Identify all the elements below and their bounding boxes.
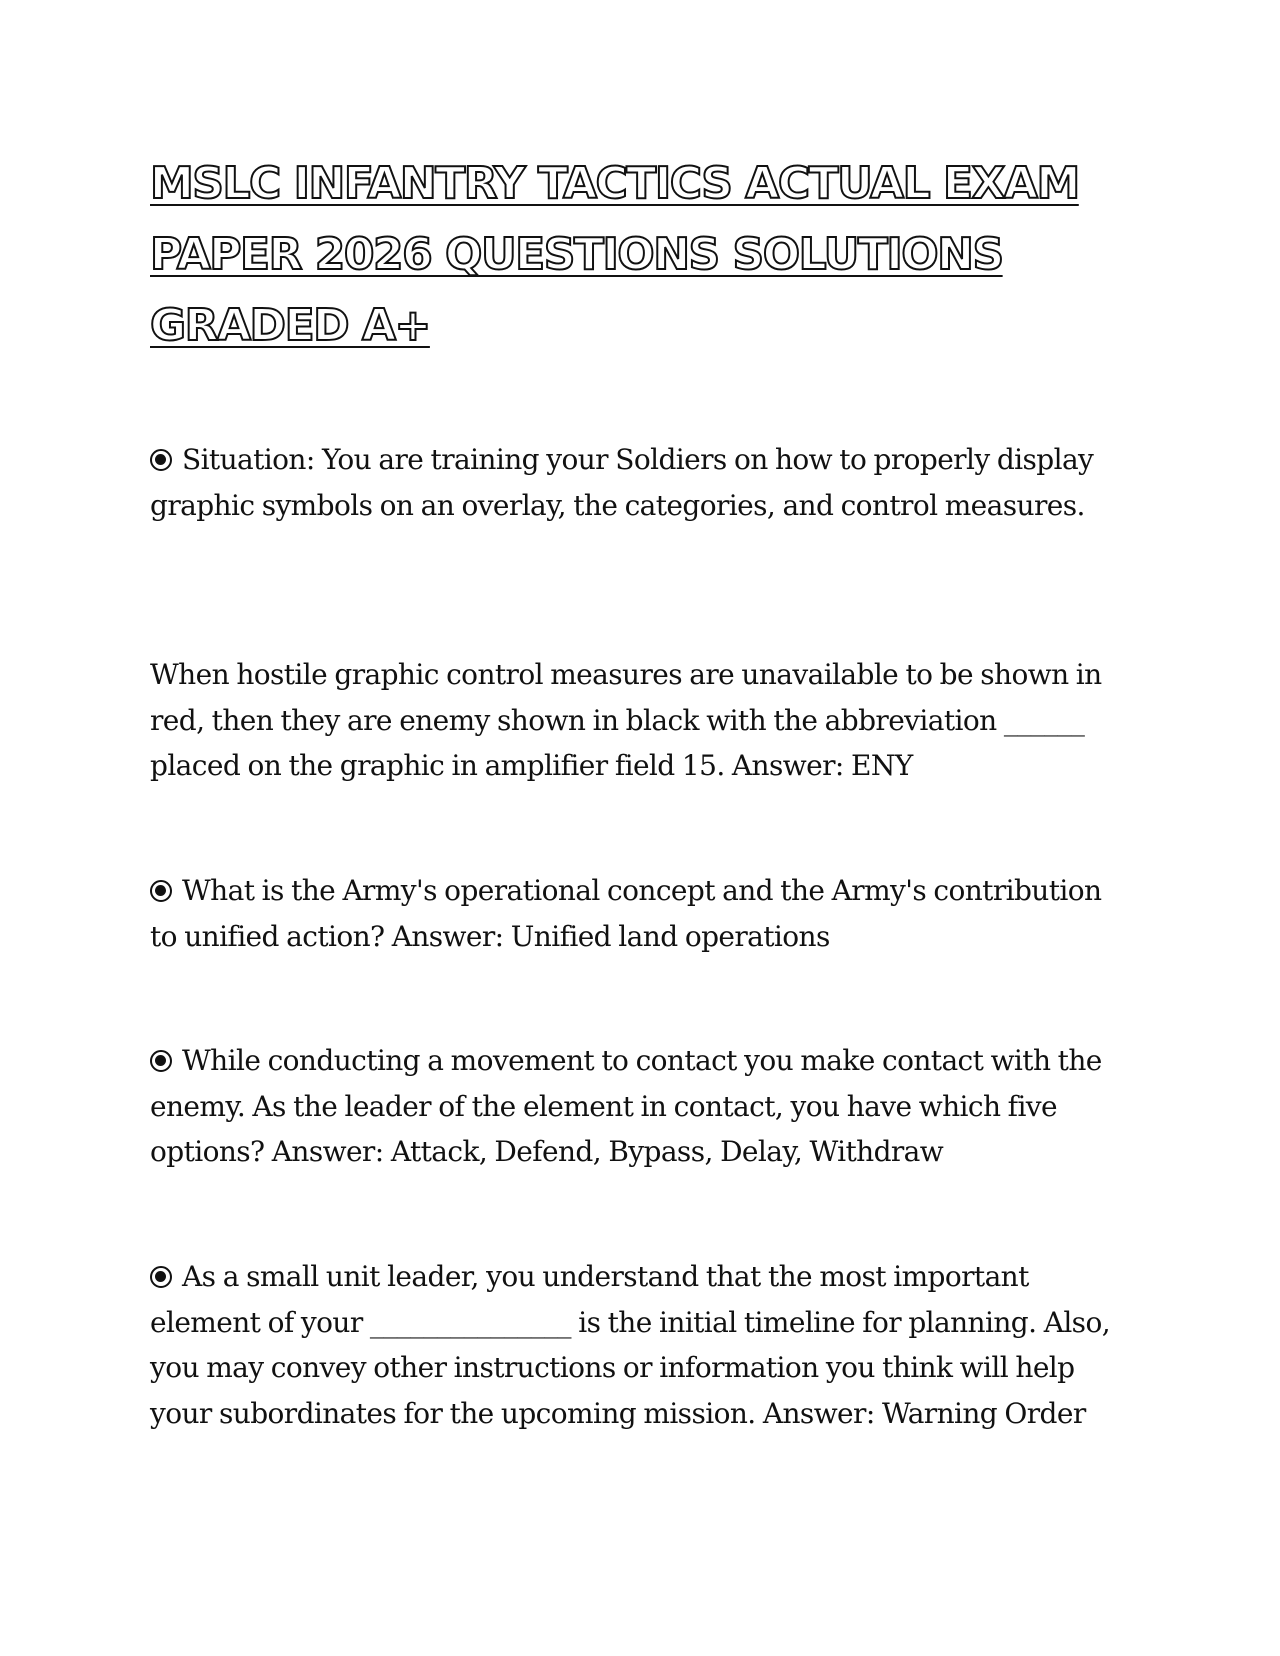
- document-title: MSLC INFANTRY TACTICS ACTUAL EXAM PAPER 2026 QUESTIONS SOLUTIONS GRADED A+: [150, 158, 1079, 351]
- question-text: While conducting a movement to contact you make contact with the enemy. As the leader of the element in contact, you have which five options? Answer: Attack, Defend, Bypass, Delay, Withdraw: [150, 1044, 1102, 1168]
- circle-dot-icon: [150, 880, 172, 902]
- question-text: Situation: You are training your Soldiers on how to properly display graphic symbols on an overlay, the categories, and control measures.: [150, 443, 1094, 522]
- circle-dot-icon: [150, 449, 172, 471]
- question-operational-concept: [150, 868, 1130, 959]
- question-contact-options: [150, 1038, 1130, 1175]
- question-text: When hostile graphic control measures are unavailable to be shown in red, then they are enemy shown in black with the abbreviation ______ placed on the graphic in amplifier field 15. Answer: ENY: [150, 658, 1102, 782]
- question-warning-order: [150, 1254, 1130, 1436]
- question-text: As a small unit leader, you understand that the most important element of your _______________ is the initial timeline for planning. Also, you may convey other instructions or information you think will help your subordinates for the upcoming mission. Answer: Warning Order: [150, 1260, 1111, 1430]
- question-text: What is the Army's operational concept and the Army's contribution to unified action? Answer: Unified land operations: [150, 874, 1102, 953]
- circle-dot-icon: [150, 1050, 172, 1072]
- question-situation: [150, 437, 1130, 528]
- circle-dot-icon: [150, 1266, 172, 1288]
- question-eny: [150, 652, 1130, 789]
